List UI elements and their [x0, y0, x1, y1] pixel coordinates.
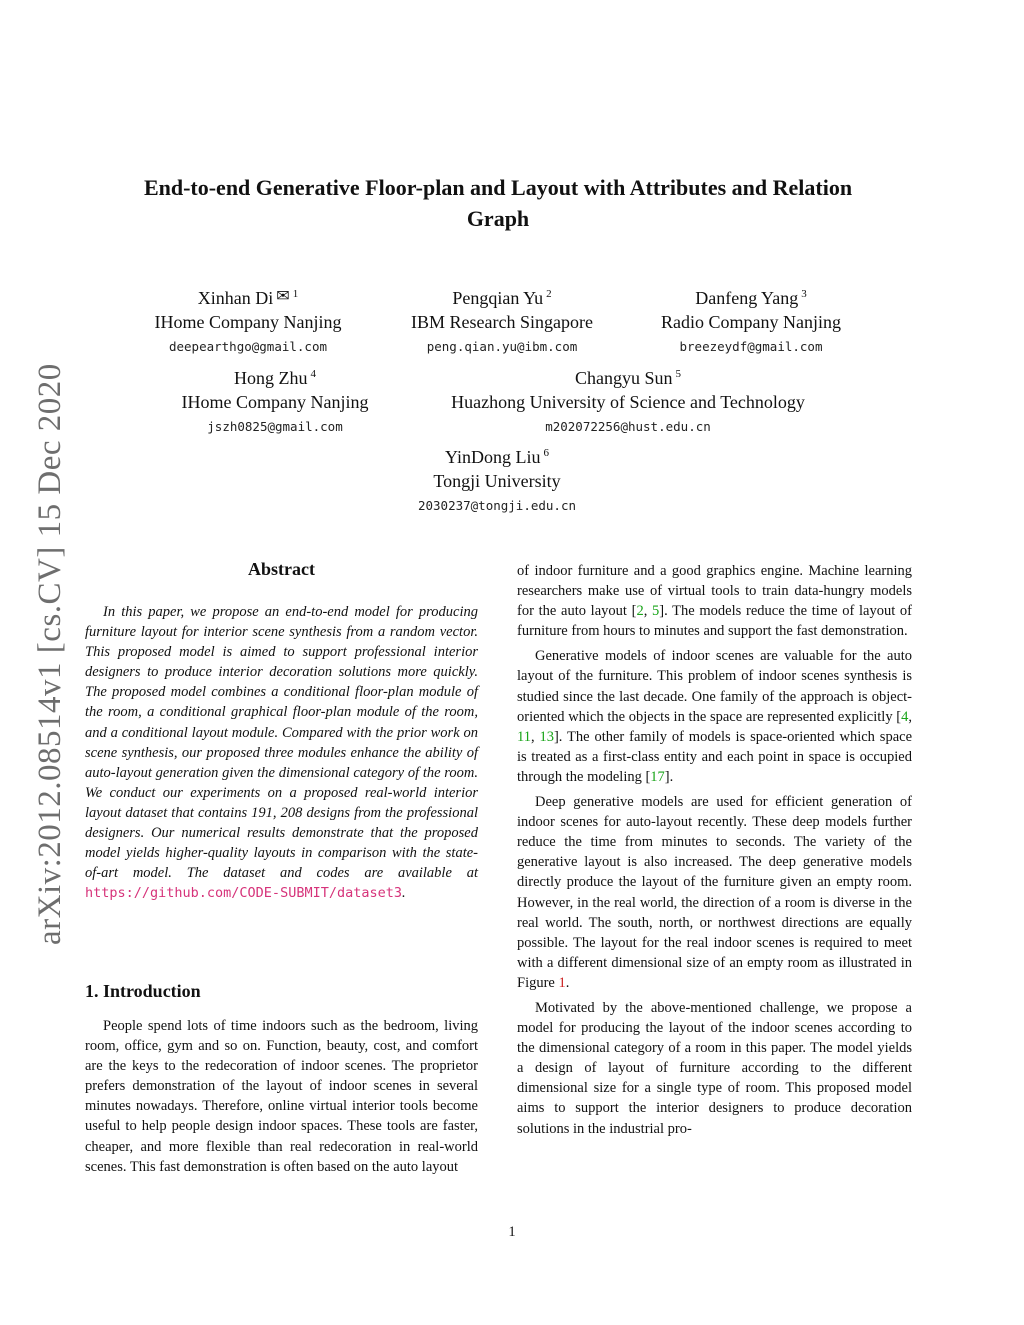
- author-email[interactable]: 2030237@tongji.edu.cn: [417, 498, 577, 513]
- author-name: Pengqian Yu $^2$: [452, 288, 552, 308]
- author-email[interactable]: jszh0825@gmail.com: [207, 419, 343, 434]
- figure-reference-link[interactable]: 1: [558, 974, 566, 991]
- abstract-heading: Abstract: [248, 559, 315, 579]
- right-column: [517, 561, 912, 1144]
- author-affiliation: IHome Company Nanjing: [181, 392, 369, 412]
- dataset-link[interactable]: https://github.com/CODE-SUBMIT/dataset3: [85, 885, 402, 902]
- author-name: Hong Zhu $^4$: [234, 368, 316, 388]
- author-name: Xinhan Di ✉ $^1$: [133, 282, 363, 310]
- envelope-icon: ✉: [276, 288, 290, 305]
- paper-title: [105, 172, 891, 234]
- paragraph: of indoor furniture and a good graphics engine. Machine learning researchers make use of virtual tools to train data-hungry models for the auto layout [2, 5]. The models reduce the time of layout of furniture from hours to minutes and support the fast demonstration.: [517, 563, 912, 640]
- citation-link[interactable]: 11: [517, 728, 531, 745]
- author-block: [160, 362, 390, 440]
- citation-link[interactable]: 5: [652, 603, 660, 620]
- author-name: Danfeng Yang $^3$: [695, 288, 807, 308]
- paragraph: Generative models of indoor scenes are valuable for the auto layout of the furniture. This problem of indoor scenes synthesis is studied since the last decade. One family of the approach is object-oriented which the objects in the space are represented explicitly [4, 11, 13]. The other family of models is space-oriented which space is treated as a first-class entity and each point in space is occupied through the modeling [17].: [517, 648, 913, 785]
- author-email[interactable]: m202072256@hust.edu.cn: [545, 419, 711, 434]
- introduction-paragraph: People spend lots of time indoors such as the bedroom, living room, office, gym and so on. Function, beauty, cost, and comfort are the keys to the redecoration of indoor scenes. The proprietor prefers demonstration of the layout of indoor scenes in several minutes nowadays. Therefore, online virtual interior tools become useful to help people design indoor spaces. These tools are faster, cheaper, and more flexible than real redecoration in real-world scenes. This fast demonstration is often based on the auto layout: [85, 1018, 478, 1175]
- author-affiliation: Huazhong University of Science and Technology: [451, 392, 805, 412]
- introduction-heading: 1. Introduction: [85, 981, 201, 1001]
- author-name: Changyu Sun $^5$: [574, 368, 681, 388]
- citation-link[interactable]: 13: [539, 728, 554, 745]
- author-affiliation: IHome Company Nanjing: [154, 312, 342, 332]
- author-affiliation: Tongji University: [433, 471, 561, 491]
- author-block: [418, 362, 838, 440]
- abstract-end: .: [401, 885, 406, 902]
- arxiv-identifier: [28, 350, 68, 945]
- arxiv-identifier-text: arXiv:2012.08514v1 [cs.CV] 15 Dec 2020: [32, 363, 68, 945]
- page-number: 1: [508, 1224, 516, 1240]
- citation-link[interactable]: 17: [650, 768, 665, 785]
- author-block: [641, 282, 861, 360]
- citation-link[interactable]: 2: [636, 603, 644, 620]
- paper-title-line-2: Graph: [466, 206, 530, 231]
- abstract-text: In this paper, we propose an end-to-end model for producing furniture layout for interior scene synthesis from a random vector. This proposed model is aimed to support professional interior designers to produce interior decoration solutions more quickly. The proposed model combines a conditional floor-plan module of the room, a conditional graphical floor-plan module of the room, and a conditional layout module. Compared with the prior work on scene synthesis, our proposed three modules enhance the ability of auto-layout generation given the dimensional category of the room. We conduct our experiments on a proposed real-world interior layout dataset that contains 191, 208 designs from the professional designers. Our numerical results demonstrate that the proposed model yields higher-quality layouts in comparison with the state-of-art model. The dataset and codes are available at: [85, 604, 478, 882]
- paper-title-line-1: End-to-end Generative Floor-plan and Layout with Attributes and Relation: [143, 175, 853, 200]
- citation-link[interactable]: 4: [901, 708, 909, 725]
- author-affiliation: IBM Research Singapore: [411, 312, 593, 332]
- author-block: [387, 441, 607, 519]
- author-name: YinDong Liu $^6$: [444, 447, 549, 467]
- author-block: [392, 282, 612, 360]
- author-block: [133, 282, 363, 360]
- author-email[interactable]: deepearthgo@gmail.com: [168, 339, 328, 354]
- abstract-body: [85, 602, 478, 903]
- author-email[interactable]: peng.qian.yu@ibm.com: [426, 339, 578, 354]
- paragraph: Deep generative models are used for efficient generation of indoor scenes for auto-layout recently. These deep models further reduce the time from minutes to seconds. The variety of the generative layout is also increased. The deep generative models directly produce the layout of the furniture given an empty room. However, in the real world, the direction of a room is diverse in the real world. The south, north, or northwest directions are equally possible. The layout for the real indoor scenes is required to meet with a different dimensional size of an empty room as illustrated in Figure 1.: [517, 794, 912, 991]
- author-affiliation: Radio Company Nanjing: [661, 312, 841, 332]
- paragraph: Motivated by the above-mentioned challenge, we propose a model for producing the layout of the indoor scenes according to the dimensional category of a room in this paper. The model yields a design of layout of furniture according to the different dimensional size for a single type of room. This proposed model aims to support the interior designers to produce decoration solutions in the industrial pro-: [517, 999, 912, 1137]
- author-email[interactable]: breezeydf@gmail.com: [679, 339, 823, 354]
